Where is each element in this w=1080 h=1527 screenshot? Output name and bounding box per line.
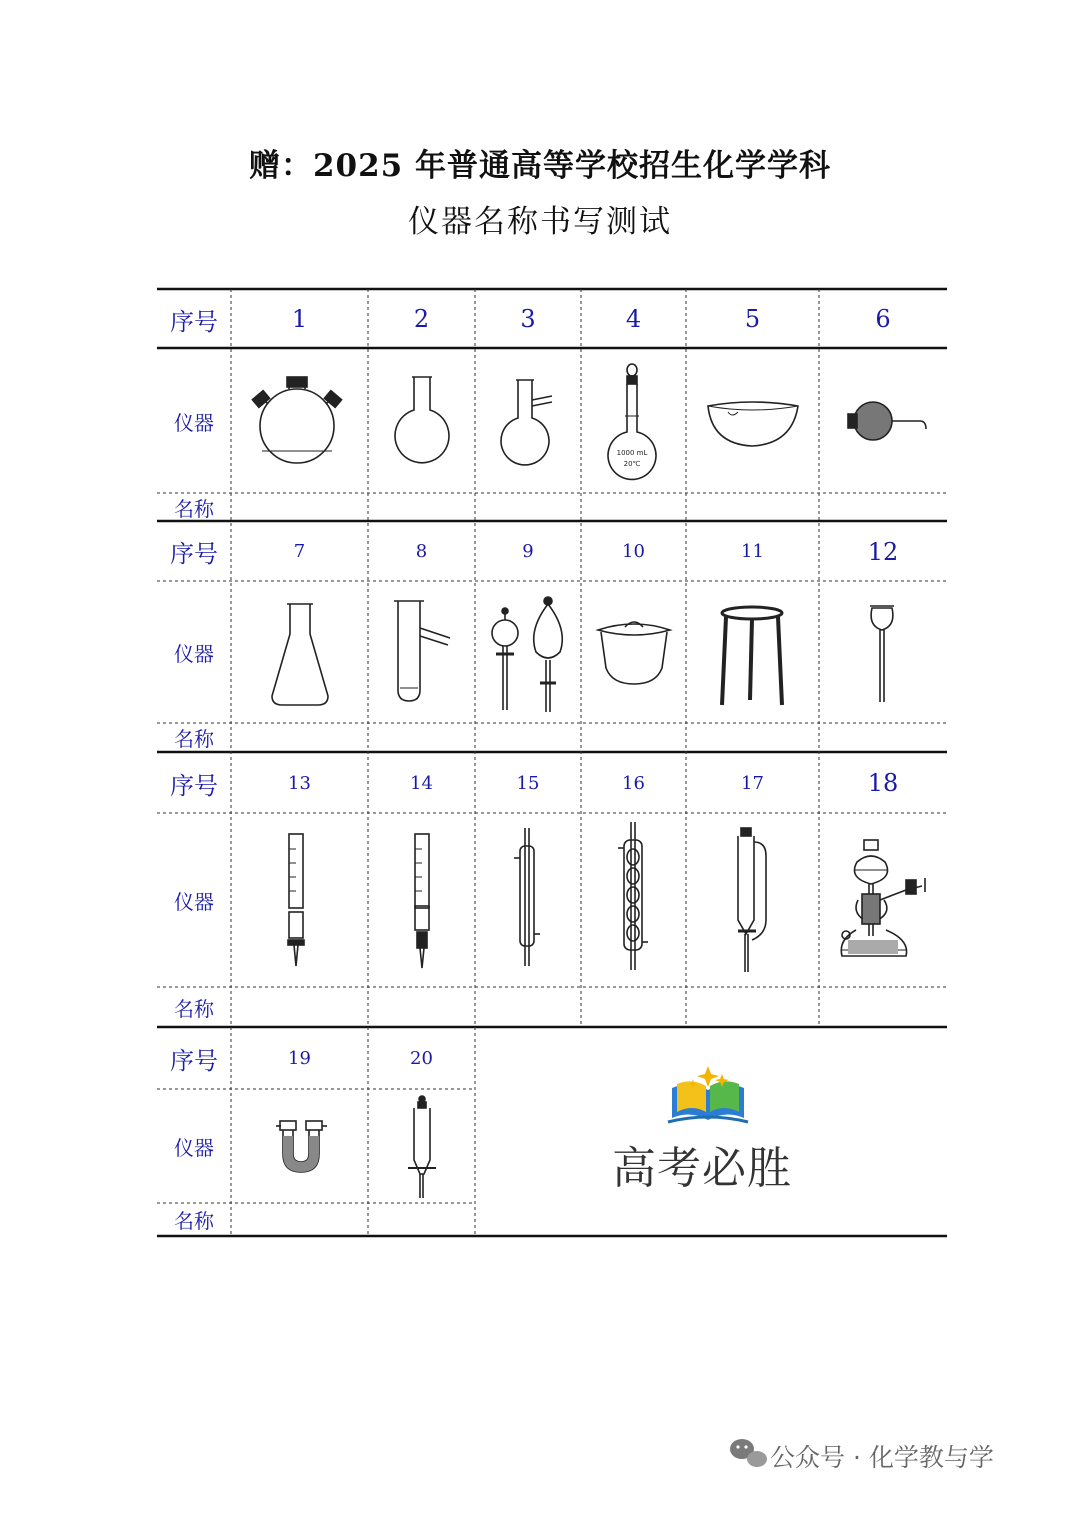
seq-number: 11 (741, 541, 764, 562)
instrument-label: 仪器 (174, 410, 214, 435)
u-tube-icon (276, 1121, 327, 1172)
seq-number: 10 (622, 541, 645, 562)
seq-number: 1 (291, 305, 308, 333)
straight-condenser-icon (514, 828, 540, 966)
erlenmeyer-flask-icon (272, 604, 328, 705)
seq-number: 9 (522, 541, 534, 562)
seq-number: 3 (520, 305, 536, 333)
tripod-icon (722, 607, 782, 705)
kipp-apparatus-icon (841, 840, 925, 956)
distilling-flask-icon (501, 380, 552, 465)
bulb-condenser-icon (618, 822, 648, 970)
seq-label: 序号 (170, 540, 218, 568)
bulb-pipette-icon (870, 606, 894, 702)
seq-number: 12 (867, 537, 899, 566)
seq-label: 序号 (170, 307, 218, 336)
seq-label: 序号 (170, 771, 218, 800)
logo-text: 高考必胜 (612, 1143, 792, 1194)
name-label: 名称 (174, 996, 214, 1021)
seq-number: 6 (875, 305, 891, 333)
seq-number: 8 (415, 541, 428, 562)
seq-number: 17 (741, 772, 764, 794)
seq-number: 15 (516, 772, 540, 794)
seq-label: 序号 (170, 1047, 218, 1075)
instrument-label: 仪器 (174, 889, 214, 914)
watermark-text: 公众号 · 化学教与学 (770, 1443, 994, 1472)
crucible-icon (598, 622, 670, 684)
three-neck-flask-icon (252, 377, 341, 463)
seq-number: 18 (867, 769, 899, 797)
round-bottom-flask-icon (395, 377, 449, 463)
seq-number: 16 (622, 772, 645, 794)
seq-number: 5 (744, 305, 761, 333)
seq-number: 14 (410, 772, 433, 794)
evaporating-dish-icon (708, 402, 798, 446)
flask-temperature-marking: 20℃ (623, 460, 641, 468)
seq-number: 20 (410, 1048, 433, 1069)
page-title: 赠：2025 年普通高等学校招生化学学科 (248, 148, 832, 184)
watermark (726, 1433, 994, 1479)
pressure-equalizing-funnel-icon (738, 828, 766, 972)
flask-volume-marking: 1000 mL (616, 449, 648, 457)
seq-number: 13 (288, 772, 311, 794)
base-burette-icon (415, 834, 429, 968)
acid-burette-icon (288, 834, 304, 966)
drying-tube-icon (848, 402, 926, 440)
name-label: 名称 (174, 496, 214, 521)
seq-number: 7 (293, 541, 306, 562)
book-logo-icon (668, 1066, 748, 1122)
separatory-funnel-icon (492, 597, 562, 712)
seq-number: 4 (625, 305, 642, 333)
dropping-funnel-icon (408, 1096, 436, 1198)
seq-number: 19 (288, 1048, 311, 1069)
instrument-label: 仪器 (174, 1135, 214, 1160)
name-label: 名称 (174, 1209, 214, 1233)
instrument-label: 仪器 (174, 641, 214, 666)
name-label: 名称 (174, 727, 214, 751)
page-subtitle: 仪器名称书写测试 (408, 204, 672, 240)
side-arm-test-tube-icon (394, 601, 450, 701)
seq-number: 2 (413, 305, 430, 333)
